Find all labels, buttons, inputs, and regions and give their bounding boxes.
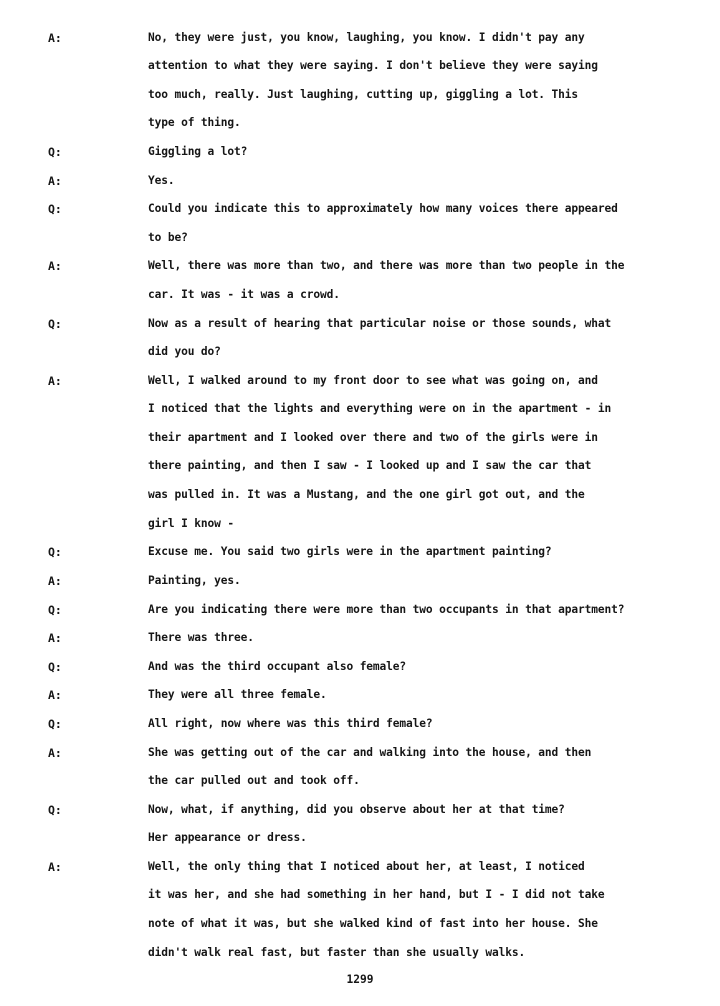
entry-text — [148, 567, 713, 596]
text-line: girl I know - — [148, 516, 235, 530]
text-line: their apartment and I looked over there and two of the girls were in — [148, 430, 598, 444]
speaker-label: A: — [48, 259, 62, 274]
page-number: 1299 — [346, 973, 374, 986]
text-line: She was getting out of the car and walking into the house, and then — [148, 745, 592, 759]
entry-text — [148, 681, 713, 710]
speaker-label: Q: — [48, 659, 62, 674]
text-line: I noticed that the lights and everything were on in the apartment - in — [148, 402, 612, 416]
entry-text — [148, 710, 713, 739]
speaker-label: A: — [48, 745, 62, 760]
text-line: Are you indicating there were more than two occupants in that apartment? — [148, 602, 625, 616]
text-line: Well, there was more than two, and there was more than two people in the — [148, 259, 625, 273]
speaker-label: Q: — [48, 316, 62, 331]
text-line: too much, really. Just laughing, cutting up, giggling a lot. This — [148, 87, 579, 101]
text-line: Now, what, if anything, did you observe about her at that time? — [148, 802, 565, 816]
text-line: They were all three female. — [148, 688, 327, 702]
text-line: Giggling a lot? — [148, 144, 248, 158]
entry-text — [148, 195, 713, 252]
entry-text — [148, 310, 713, 367]
speaker-label: Q: — [48, 202, 62, 217]
text-line: did you do? — [148, 345, 221, 359]
text-line: to be? — [148, 230, 188, 244]
speaker-label: A: — [48, 173, 62, 188]
speaker-label: A: — [48, 373, 62, 388]
text-line: There was three. — [148, 631, 254, 645]
entry-text — [148, 796, 713, 853]
text-line: note of what it was, but she walked kind of fast into her house. She — [148, 917, 598, 931]
text-line: Now as a result of hearing that particular noise or those sounds, what — [148, 316, 612, 330]
entry-text — [148, 653, 713, 682]
entry-text — [148, 739, 713, 796]
text-line: And was the third occupant also female? — [148, 659, 407, 673]
entry-text — [148, 596, 713, 625]
entry-text — [148, 167, 713, 196]
text-line: there painting, and then I saw - I looked up and I saw the car that — [148, 459, 592, 473]
text-line: attention to what they were saying. I don't believe they were saying — [148, 59, 598, 73]
speaker-label: Q: — [48, 545, 62, 560]
speaker-label: A: — [48, 688, 62, 703]
entry-text — [148, 538, 713, 567]
text-line: Her appearance or dress. — [148, 831, 307, 845]
text-line: car. It was - it was a crowd. — [148, 287, 340, 301]
text-line: the car pulled out and took off. — [148, 774, 360, 788]
text-line: All right, now where was this third female? — [148, 716, 433, 730]
text-line: Could you indicate this to approximately how many voices there appeared — [148, 202, 618, 216]
speaker-label: A: — [48, 30, 62, 45]
speaker-label: Q: — [48, 144, 62, 159]
entry-text — [148, 24, 713, 138]
speaker-label: A: — [48, 859, 62, 874]
text-line: was pulled in. It was a Mustang, and the one girl got out, and the — [148, 488, 585, 502]
text-line: Excuse me. You said two girls were in the apartment painting? — [148, 545, 552, 559]
entry-text — [148, 138, 713, 167]
speaker-label: Q: — [48, 716, 62, 731]
speaker-label: Q: — [48, 602, 62, 617]
text-line: it was her, and she had something in her hand, but I - I did not take — [148, 888, 605, 902]
speaker-label: Q: — [48, 802, 62, 817]
text-line: Well, I walked around to my front door to see what was going on, and — [148, 373, 598, 387]
speaker-label: A: — [48, 631, 62, 646]
entry-text — [148, 367, 713, 539]
text-line: type of thing. — [148, 116, 241, 130]
speaker-label: A: — [48, 573, 62, 588]
entry-text — [148, 853, 713, 967]
entry-text — [148, 624, 713, 653]
text-line: No, they were just, you know, laughing, you know. I didn't pay any — [148, 30, 585, 44]
text-line: didn't walk real fast, but faster than she usually walks. — [148, 945, 526, 959]
entry-text — [148, 252, 713, 309]
text-line: Yes. — [148, 173, 175, 187]
text-line: Well, the only thing that I noticed about her, at least, I noticed — [148, 859, 585, 873]
text-line: Painting, yes. — [148, 573, 241, 587]
